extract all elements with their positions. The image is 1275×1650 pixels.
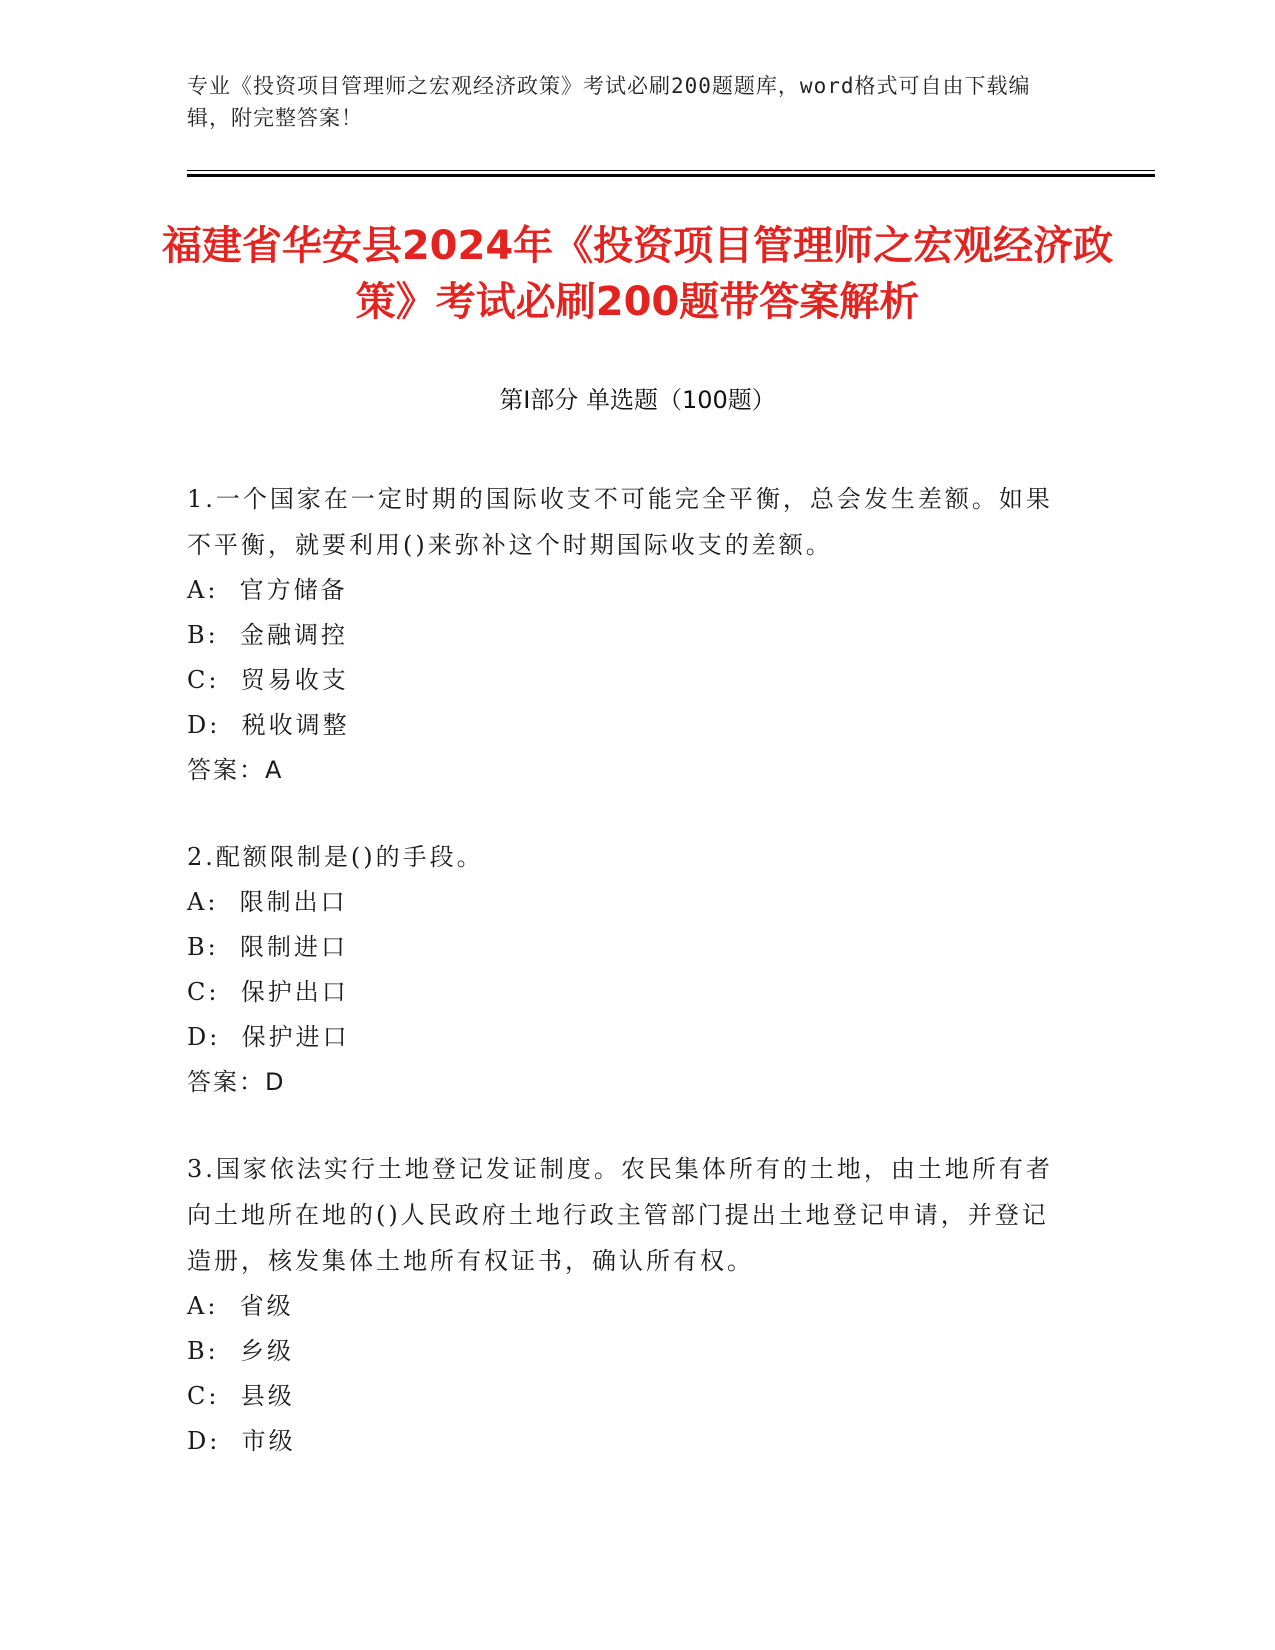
document-title: 福建省华安县2024年《投资项目管理师之宏观经济政策》考试必刷200题带答案解析 — [161, 223, 1114, 325]
header-divider-thick — [187, 174, 1155, 177]
option-d: D: 税收调整 — [187, 711, 350, 739]
option-d: D: 市级 — [187, 1427, 296, 1455]
section-heading: 第Ⅰ部分 单选题（100题） — [499, 386, 776, 414]
answer-line: 答案：D — [187, 1068, 286, 1096]
option-b: B: 限制进口 — [187, 933, 348, 961]
option-c: C: 保护出口 — [187, 978, 349, 1006]
option-d: D: 保护进口 — [187, 1023, 350, 1051]
question-1 — [187, 476, 1067, 793]
option-c: C: 县级 — [187, 1382, 295, 1410]
header-divider-thin — [187, 170, 1155, 171]
question-list — [187, 476, 1067, 1505]
question-stem: 3.国家依法实行土地登记发证制度。农民集体所有的土地，由土地所有者向土地所在地的()人民政府土地行政主管部门提出土地登记申请，并登记造册，核发集体土地所有权证书，确认所有权。 — [187, 1155, 1053, 1275]
answer-line: 答案：A — [187, 756, 284, 784]
option-a: A: 官方储备 — [187, 576, 348, 604]
option-b: B: 乡级 — [187, 1337, 294, 1365]
option-a: A: 省级 — [187, 1292, 294, 1320]
option-a: A: 限制出口 — [187, 888, 348, 916]
option-b: B: 金融调控 — [187, 621, 348, 649]
question-3 — [187, 1146, 1067, 1464]
question-2 — [187, 834, 1067, 1105]
header-note: 专业《投资项目管理师之宏观经济政策》考试必刷200题题库，word格式可自由下载编辑，附完整答案！ — [187, 74, 1031, 130]
option-c: C: 贸易收支 — [187, 666, 349, 694]
question-stem: 2.配额限制是()的手段。 — [187, 843, 484, 871]
question-stem: 1.一个国家在一定时期的国际收支不可能完全平衡，总会发生差额。如果不平衡，就要利用()来弥补这个时期国际收支的差额。 — [187, 485, 1053, 559]
